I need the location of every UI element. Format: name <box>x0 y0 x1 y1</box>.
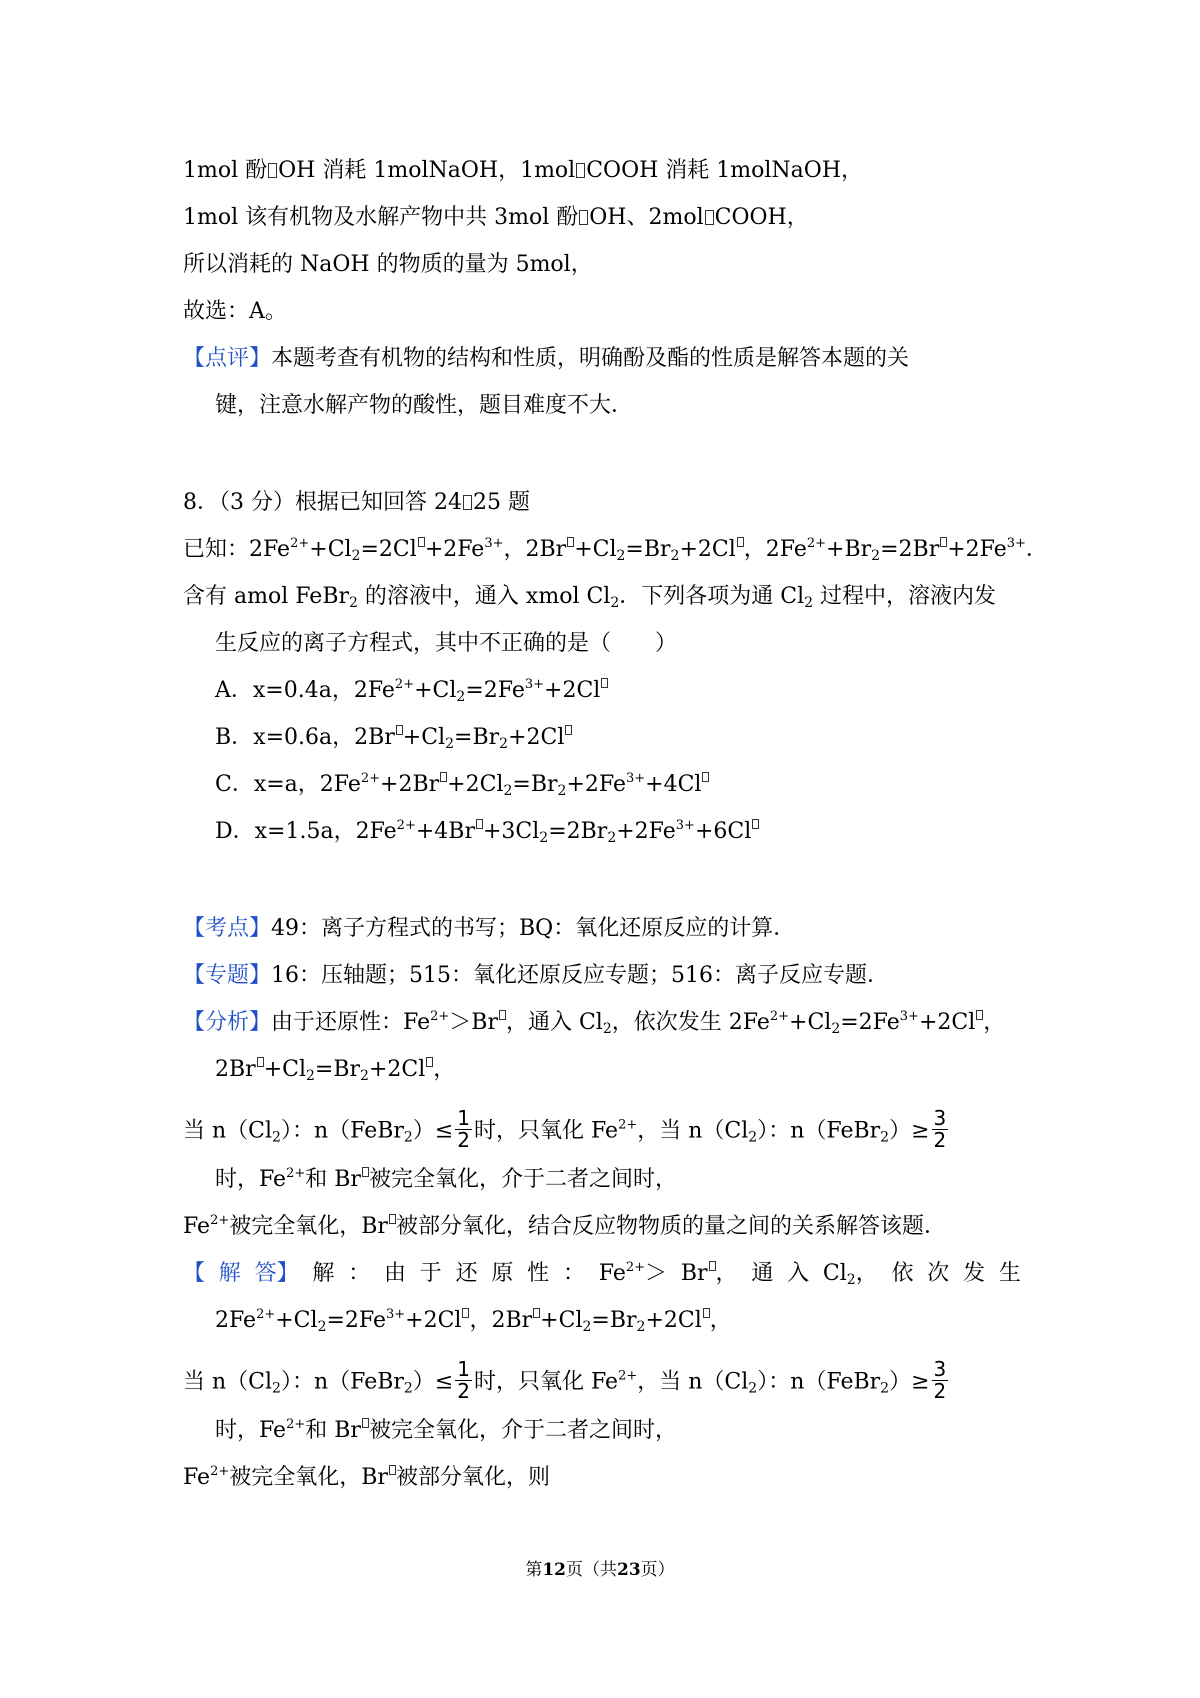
text-line-1: 1mol 酚 OH 消耗 1molNaOH，1mol COOH 消耗 1molNaOH， <box>183 158 864 183</box>
page-number: 12 <box>542 1560 566 1580</box>
comment-line-2: 键，注意水解产物的酸性，题目难度不大． <box>215 393 634 418</box>
jieda-tag: 【 <box>183 1261 206 1286</box>
question-stem-1: 含有 amol FeBr$_2$ 的溶液中，通入 xmol $Cl_2$．下列各项为通 $Cl_2$ 过程中，溶液内发 <box>183 584 997 611</box>
fenxi-line-5: $Fe^{2+}$被完全氧化，Br 被部分氧化，结合反应物物质的量之间的关系解答该题． <box>183 1213 946 1239</box>
question-stem-2: 生反应的离子方程式，其中不正确的是（ ） <box>215 631 678 656</box>
zhuanti-line: 【专题】16：压轴题；515：氧化还原反应专题；516：离子反应专题． <box>183 963 889 988</box>
option-d: D．x=1.5a，$2Fe^{2+}+4Br +3Cl_2=2Br_2+2Fe^{3+}+6Cl$ <box>215 817 759 847</box>
fraction-one-half: $\frac{1}{2}$ <box>457 1106 470 1152</box>
fenxi-tag: 【分析】 <box>183 1010 272 1035</box>
fenxi-line-2: $2Br +Cl_2=Br_2+2Cl$ ， <box>215 1057 456 1084</box>
fenxi-line-1: 【分析】由于还原性：$Fe^{2+}>Br$ ，通入 $Cl_2$，依次发生 $2Fe^{2+}+Cl_2=2Fe^{3+}+2Cl$ ， <box>183 1009 1006 1037</box>
page-footer: 第12页（共23页） <box>525 1560 675 1580</box>
page-total: 23 <box>617 1560 641 1580</box>
jieda-line-5: $Fe^{2+}$被完全氧化，Br 被部分氧化，则 <box>183 1464 550 1490</box>
kaodian-line: 【考点】49：离子方程式的书写；BQ：氧化还原反应的计算． <box>183 916 796 941</box>
known-equations: 已知：$2Fe^{2+}+Cl_2=2Cl +2Fe^{3+}$，$2Br +Cl_2=Br_2+2Cl$ ，$2Fe^{2+}+Br_2=2Br +2Fe^{3+}$． <box>183 536 1048 564</box>
fraction-one-half: $\frac{1}{2}$ <box>457 1357 470 1403</box>
option-c: C．x=a，$2Fe^{2+}+2Br +2Cl_2=Br_2+2Fe^{3+}+4Cl$ <box>215 770 709 800</box>
comment-tag: 【点评】 <box>183 346 272 371</box>
text-line-3: 所以消耗的 NaOH 的物质的量为 5mol， <box>183 252 593 277</box>
comment-line-1: 【点评】本题考查有机物的结构和性质，明确酚及酯的性质是解答本题的关 <box>183 346 910 371</box>
jieda-line-4: 时，$Fe^{2+}$和 Br 被完全氧化，介于二者之间时， <box>215 1417 677 1443</box>
option-a: A．x=0.4a，$2Fe^{2+}+Cl_2=2Fe^{3+}+2Cl$ <box>215 676 608 706</box>
option-b: B．x=0.6a，$2Br +Cl_2=Br_2+2Cl$ <box>215 723 572 753</box>
fenxi-line-4: 时，$Fe^{2+}$和 Br 被完全氧化，介于二者之间时， <box>215 1166 677 1192</box>
jieda-line-1: 【 解 答】 解 ： 由 于 还 原 性 ： $Fe^{2+}>$ Br ， 通 入 $Cl_2$， 依 次 发 生 <box>183 1260 1021 1288</box>
kaodian-tag: 【考点】 <box>183 916 272 941</box>
zhuanti-tag: 【专题】 <box>183 963 272 988</box>
fenxi-line-3: 当 $n(Cl_2)$：n（FeBr$_2$）≤ $\frac{1}{2}$ 时，只氧化 $Fe^{2+}$，当 $n(Cl_2)$：n（FeBr$_2$）≥ $\frac{3}{2}$ <box>183 1106 947 1152</box>
text-line-2: 1mol 该有机物及水解产物中共 3mol 酚 OH、2mol COOH， <box>183 205 809 230</box>
fraction-three-halves: $\frac{3}{2}$ <box>933 1106 947 1152</box>
jieda-line-3: 当 $n(Cl_2)$：n（FeBr$_2$）≤ $\frac{1}{2}$ 时，只氧化 $Fe^{2+}$，当 $n(Cl_2)$：n（FeBr$_2$）≥ $\frac{3}{2}$ <box>183 1357 947 1403</box>
question-heading: 8．（3 分）根据已知回答 24 25 题 <box>183 490 530 515</box>
text-line-4: 故选：A。 <box>183 299 287 324</box>
fraction-three-halves: $\frac{3}{2}$ <box>933 1357 947 1403</box>
jieda-line-2: $2Fe^{2+}+Cl_2=2Fe^{3+}+2Cl$ ，$2Br +Cl_2=Br_2+2Cl$ ， <box>215 1307 732 1335</box>
